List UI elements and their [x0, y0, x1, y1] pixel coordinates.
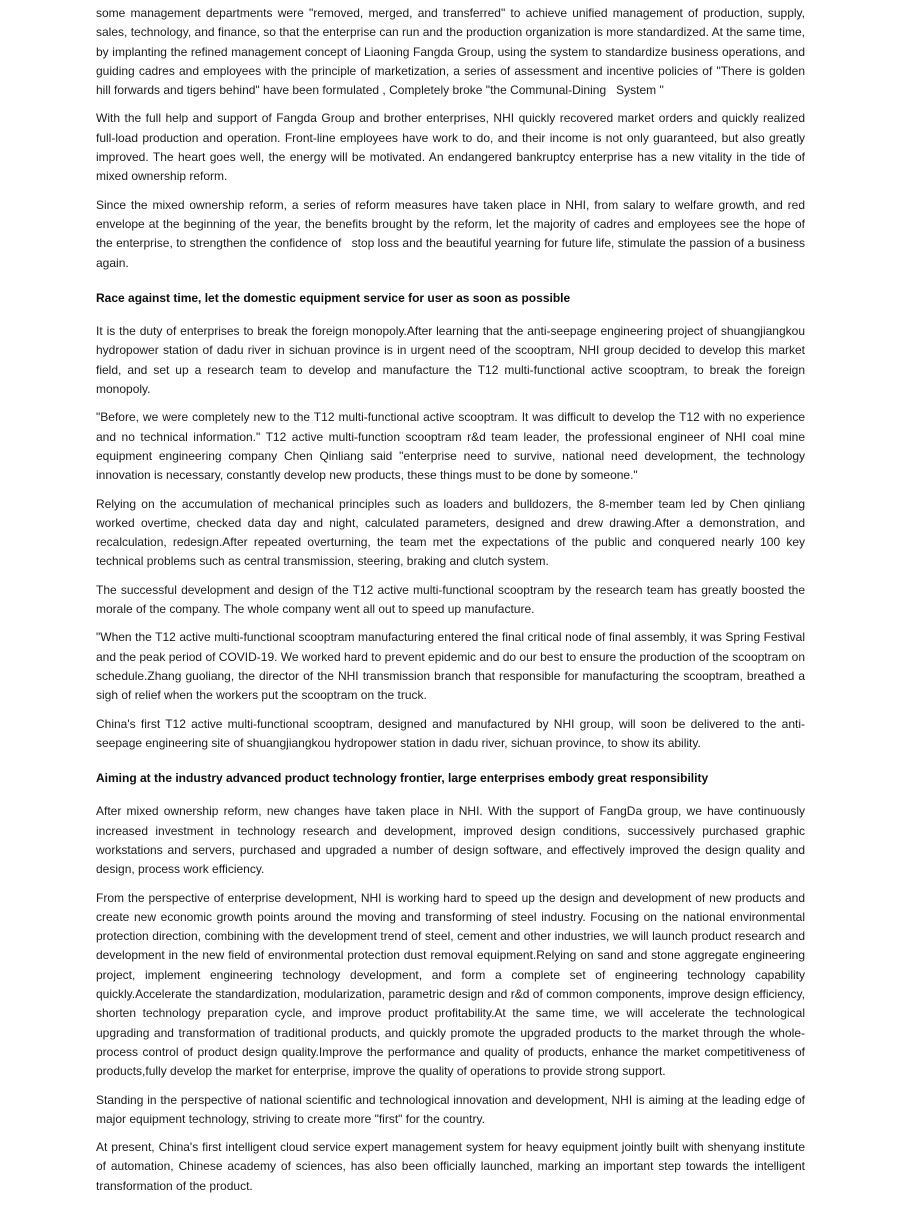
section-heading-race-against-time: Race against time, let the domestic equipment service for user as soon as possible [96, 290, 571, 305]
paragraph-break-foreign-monopoly: It is the duty of enterprises to break the foreign monopoly.After learning that the anti-seepage engineering project of shuangjiangkou hydropower station of dadu river in sichuan province is in urgent need of the scooptram, NHI group decided to develop this market field, and set up a research team to develop and manufacture the T12 multi-functional active scooptram, to break the foreign monopoly. [96, 324, 809, 397]
paragraph-reform-benefits: Since the mixed ownership reform, a series of reform measures have taken place in NHI, from salary to welfare growth, and red envelope at the beginning of the year, the benefits brought by the reform, let the majority of cadres and employees see the hope of the enterprise, to strengthen the confidence of stop loss and the beautiful yearning for future life, stimulate the passion of a business again. [96, 197, 809, 270]
paragraph-national-innovation: Standing in the perspective of national scientific and technological innovation and development, NHI is aiming at the leading edge of major equipment technology, striving to create more "first" for the country. [96, 1092, 809, 1126]
paragraph-team-rd-effort: Relying on the accumulation of mechanical principles such as loaders and bulldozers, the 8-member team led by Chen qinliang worked overtime, checked data day and night, calculated parameters, designed and drew drawing.After a demonstration, and recalculation, redesign.After repeated overturning, the team met the expectations of the public and conquered nearly 100 key technical problems such as central transmission, steering, braking and clutch system. [96, 496, 809, 569]
paragraph-chen-qinliang-quote: "Before, we were completely new to the T12 multi-functional active scooptram. It was difficult to develop the T12 with no experience and no technical information." T12 active multi-function scooptram r&d team leader, the professional engineer of NHI coal mine equipment engineering company Chen Qinliang said "enterprise need to survive, national need development, the technology innovation is necessary, constantly develop new products, these things must to be done by someone." [96, 410, 809, 483]
paragraph-first-t12-delivery: China's first T12 active multi-functional scooptram, designed and manufactured by NHI group, will soon be delivered to the anti-seepage engineering site of shuangjiangkou hydropower station in dadu river, sichuan province, to show its ability. [96, 716, 805, 750]
paragraph-intelligent-cloud-system: At present, China's first intelligent cloud service expert management system for heavy equipment jointly built with shenyang institute of automation, Chinese academy of sciences, has also been officially launched, marking an important step towards the intelligent transformation of the product. [96, 1140, 809, 1193]
section-heading-technology-frontier: Aiming at the industry advanced product technology frontier, large enterprises embody great responsibility [96, 771, 709, 786]
paragraph-rd-investment: After mixed ownership reform, new changes have taken place in NHI. With the support of FangDa group, we have continuously increased investment in technology research and development, improved design conditions, successively purchased graphic workstations and servers, purchased and upgraded a number of design software, and effectively improved the design quality and design, process work efficiency. [96, 804, 809, 877]
paragraph-final-assembly-covid: "When the T12 active multi-functional scooptram manufacturing entered the final critical node of final assembly, it was Spring Festival and the peak period of COVID-19. We worked hard to prevent epidemic and do our best to ensure the production of the scooptram on schedule.Zhang guoliang, the director of the NHI transmission branch that responsible for manufacturing the scooptram, breathed a sigh of relief when the workers put the scooptram on the truck. [96, 630, 809, 703]
paragraph-new-products-strategy: From the perspective of enterprise development, NHI is working hard to speed up the design and development of new products and create new economic growth points around the moving and transforming of steel industry. Focusing on the national environmental protection direction, combining with the development trend of steel, cement and other industries, we will launch product research and development in the new field of environmental protection dust removal equipment.Relying on sand and stone aggregate engineering project, implement engineering technology development, and form a complete set of engineering technology capability quickly.Accelerate the standardization, modularization, parametric design and r&d of common components, improve design efficiency, shorten technology preparation cycle, and improve product profitability.At the same time, we will accelerate the technological upgrading and transformation of traditional products, and quickly promote the upgraded products to the market through the whole-process control of product design quality.Improve the performance and quality of products, enhance the market competitiveness of products,fully develop the market for enterprise, improve the quality of operations to provide strong support. [96, 890, 809, 1079]
paragraph-morale-boost: The successful development and design of the T12 active multi-functional scooptram by the research team has greatly boosted the morale of the company. The whole company went all out to speed up manufacture. [96, 582, 809, 617]
paragraph-continuation-reform-measures: some management departments were "removed, merged, and transferred" to achieve unified management of production, supply, sales, technology, and finance, so that the enterprise can run and the production organization is more standardized. At the same time, by implanting the refined management concept of Liaoning Fangda Group, using the system to standardize business operations, and guiding cadres and employees with the principle of marketization, a series of assessment and incentive policies of "There is golden hill forwards and tigers behind" have been formulated , Completely broke "the Communal-Dining System " [96, 6, 809, 98]
paragraph-fangda-support-recovery: With the full help and support of Fangda Group and brother enterprises, NHI quickly recovered market orders and quickly realized full-load production and operation. Front-line employees have work to do, and their income is not only guaranteed, but also greatly improved. The heart goes well, the energy will be motivated. An endangered bankruptcy enterprise has a new vitality in the tide of mixed ownership reform. [96, 111, 809, 184]
